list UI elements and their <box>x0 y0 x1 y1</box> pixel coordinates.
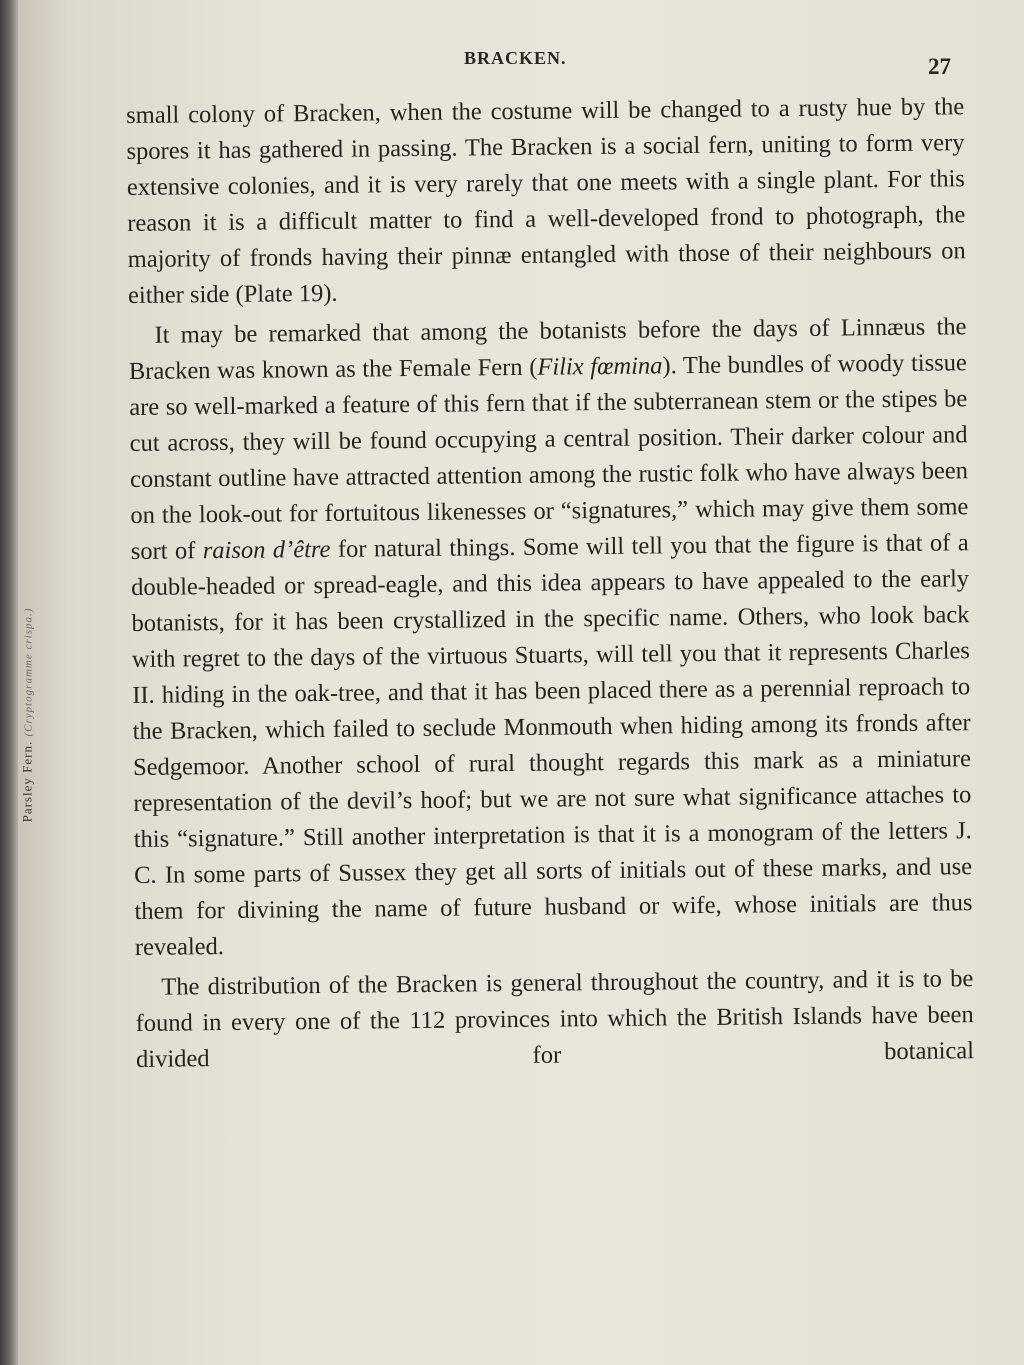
text-segment: for natural things. Some will tell you that the figure is that of a double-headed or spread-eagle, and this idea appears to have appealed to the early botanists, for it has been crystallized in the specific name. Others, who look back with regret to the days of the virtuous Stuarts, will tell you that it represents Charles II. hiding in the oak-tree, and that it has been placed there as a perennial reproach to the Bracken, which failed to seclude Monmouth when hiding among its fronds after Sedgemoor. Another school of rural thought regards this mark as a miniature representation of the devil’s hoof; but we are not sure what significance attaches to this “signature.” Still another interpretation is that it is a monogram of the letters J. C. In some parts of Sussex they get all sorts of initials out of these marks, and use them for divining the name of future husband or wife, whose initials are thus revealed. <box>130 529 973 961</box>
paragraph-female-fern <box>128 309 973 966</box>
text-segment: ). The bundles of woody tissue are so well-marked a feature of this fern that if the subterranean stem or the stipes be cut across, they will be found occupying a central position. Their darker colour and constant outline have attracted attention among the rustic folk who have always been on the look-out for fortuitous likenesses or “signatures,” which may give them some sort of <box>129 349 969 565</box>
facing-caption-latin: (Cryptogramme crispa.) <box>22 607 35 737</box>
book-page <box>18 0 1024 1365</box>
paragraph-distribution: The distribution of the Bracken is general throughout the country, and it is to be found in every one of the 112 provinces into which the British Islands have been divided for botanical <box>135 965 975 1073</box>
text-segment: It may be remarked that among the botanists before the days of Linnæus the Bracken was known as the Female Fern ( <box>128 313 967 385</box>
italic-french-phrase: raison d’être <box>202 535 331 565</box>
running-head: BRACKEN. <box>464 48 567 68</box>
body-text <box>126 89 974 1078</box>
facing-caption-title: Parsley Fern. <box>19 740 35 823</box>
page-number: 27 <box>928 54 951 79</box>
paragraph-continuation: small colony of Bracken, when the costume will be changed to a rusty hue by the spores it has gathered in passing. The Bracken is a social fern, uniting to form very extensive colonies, and it is very rarely that one meets with a single plant. For this reason it is a difficult matter to find a well-developed frond to photograph, the majority of fronds having their pinnæ entangled with those of their neighbours on either side (Plate 19). <box>126 93 966 309</box>
italic-latin-name: Filix fœmina <box>537 352 663 381</box>
facing-page-caption <box>12 480 42 950</box>
